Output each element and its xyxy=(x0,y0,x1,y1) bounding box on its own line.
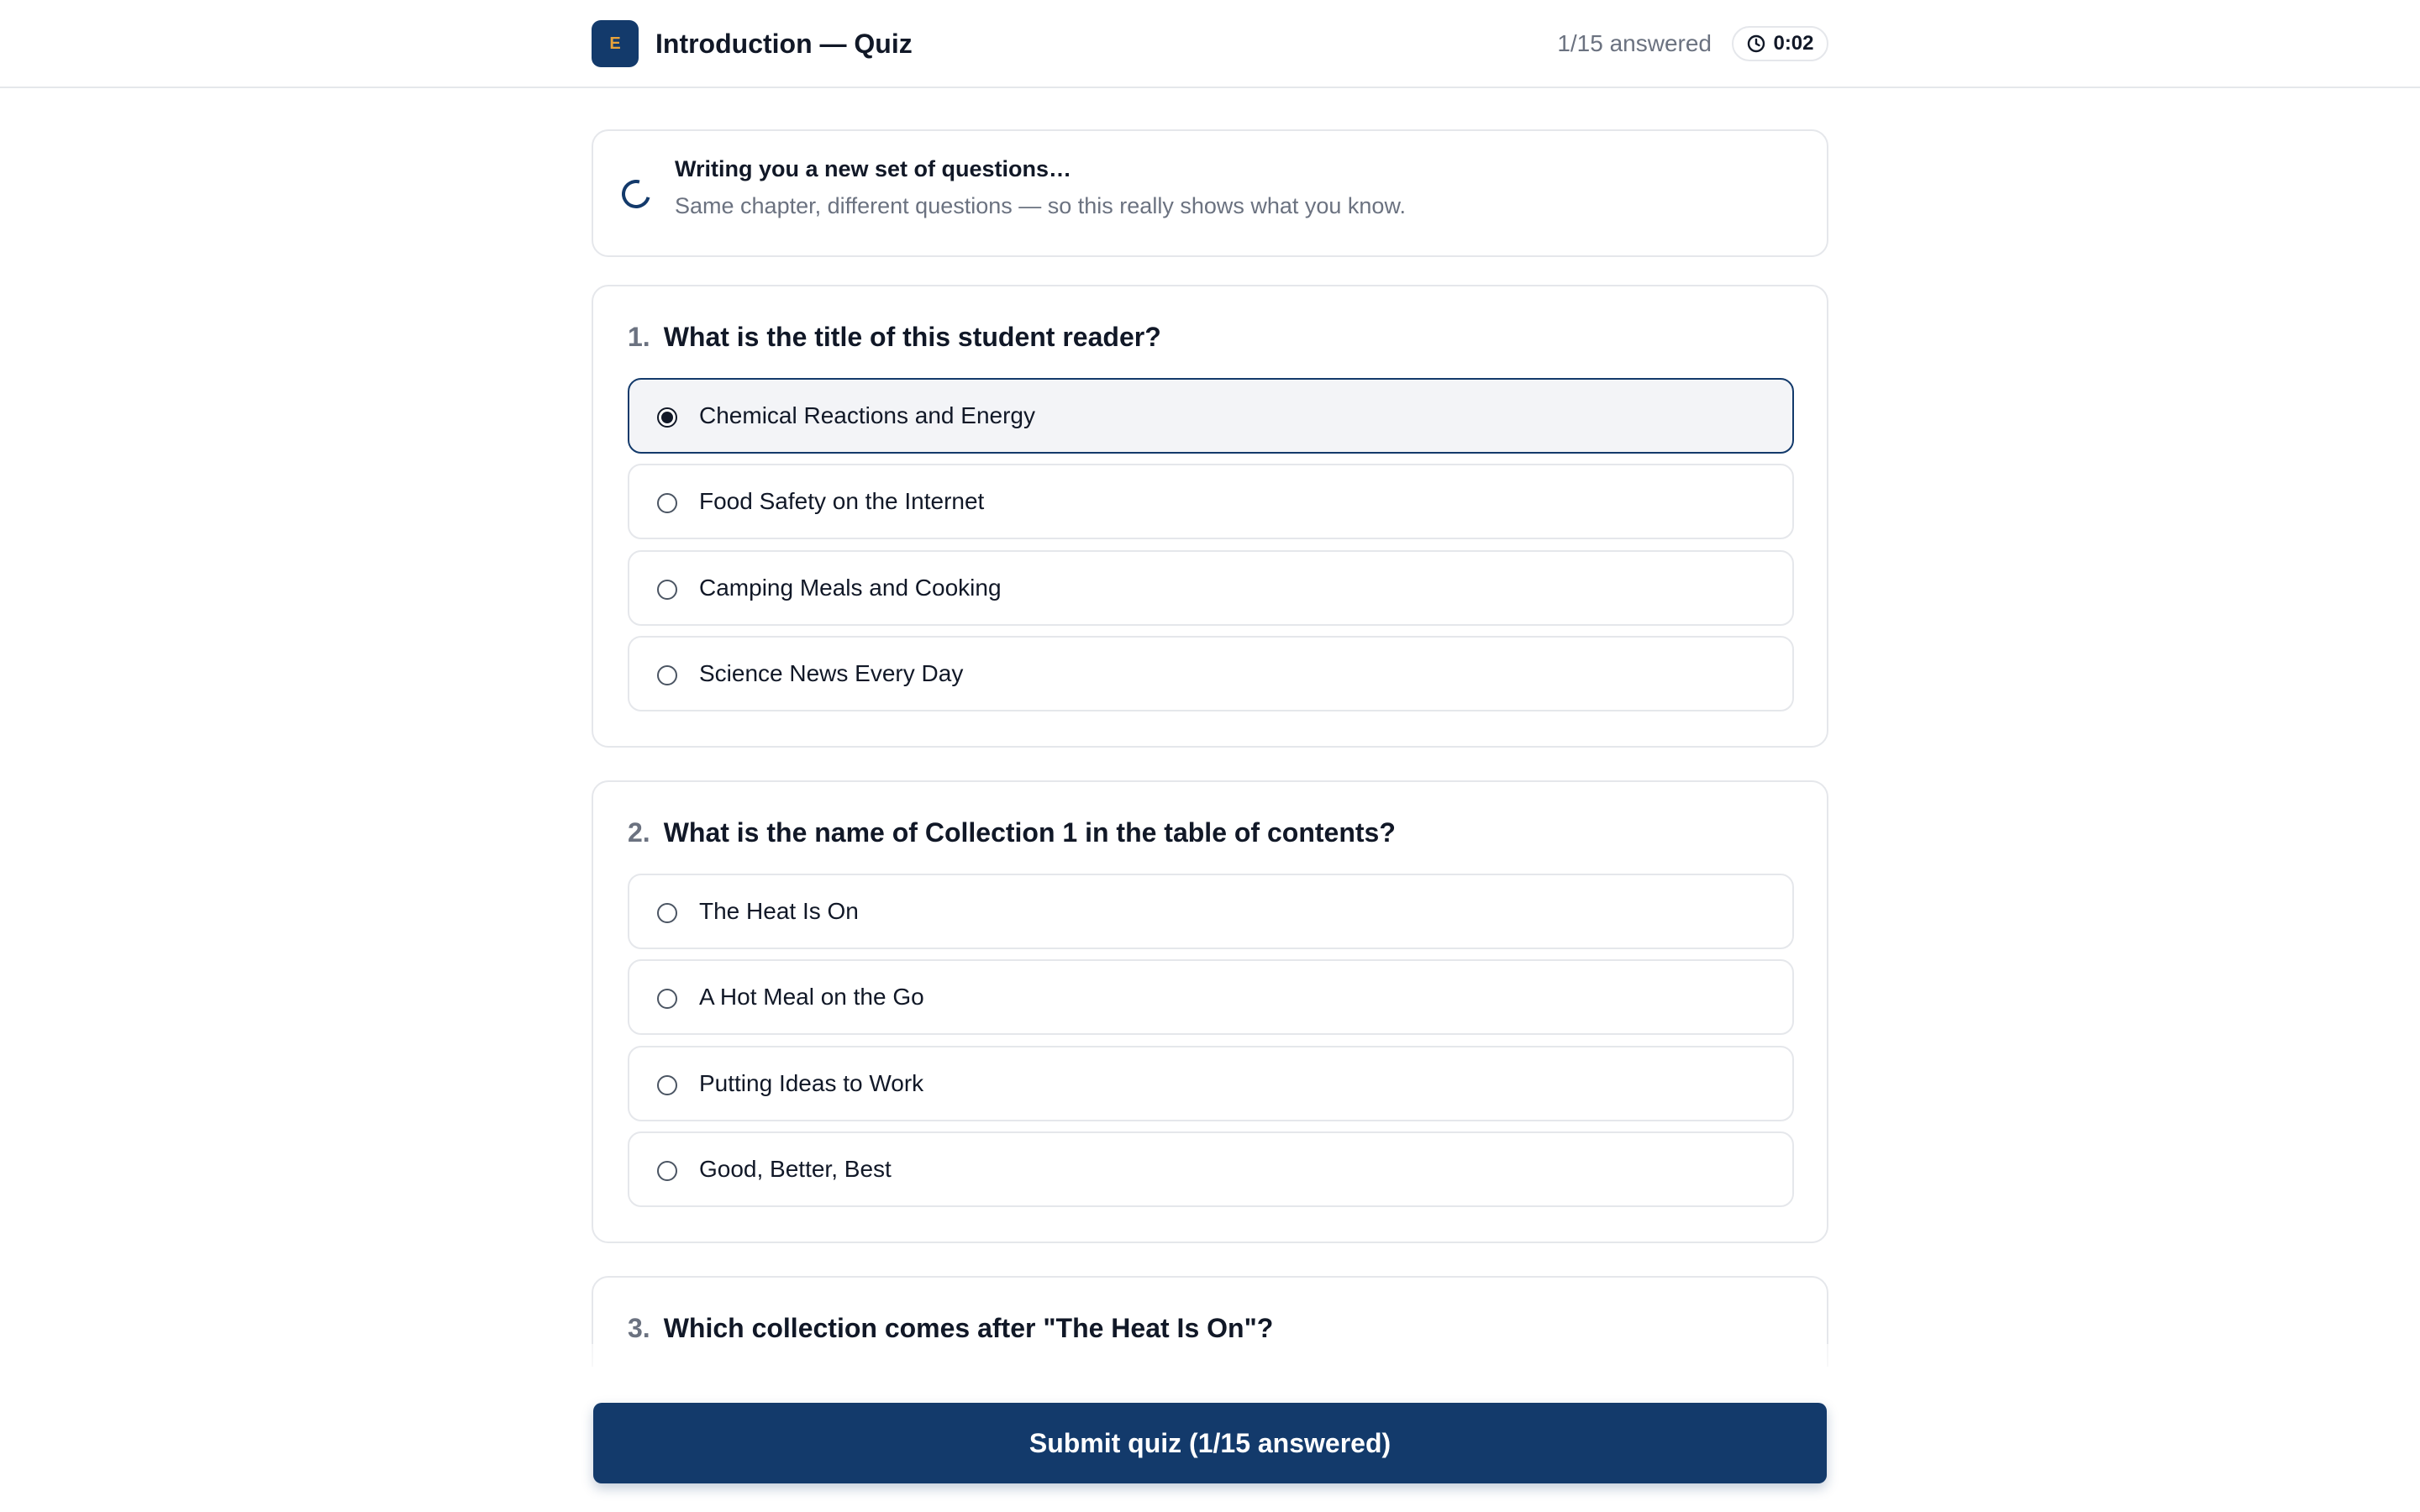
submit-quiz-button[interactable]: Submit quiz (1/15 answered) xyxy=(593,1403,1827,1483)
question-text: What is the name of Collection 1 in the table of contents? xyxy=(663,817,1396,848)
top-bar xyxy=(0,0,2420,88)
answer-option-label: Food Safety on the Internet xyxy=(699,488,985,514)
question-text: Which collection comes after "The Heat Is On"? xyxy=(663,1313,1274,1343)
answer-option-label: A Hot Meal on the Go xyxy=(699,984,924,1010)
answer-option[interactable] xyxy=(628,378,1794,454)
radio-icon[interactable] xyxy=(657,903,677,923)
question-heading xyxy=(628,817,1396,848)
radio-selected-icon[interactable] xyxy=(657,407,677,428)
radio-icon[interactable] xyxy=(657,493,677,513)
generating-notice xyxy=(592,129,1828,257)
page-title: Introduction — Quiz xyxy=(655,29,913,59)
question-card-2 xyxy=(592,780,1828,1243)
answer-option[interactable] xyxy=(628,959,1794,1035)
question-number: 2. xyxy=(628,817,650,848)
radio-icon[interactable] xyxy=(657,989,677,1009)
answer-option-label: Putting Ideas to Work xyxy=(699,1070,924,1096)
timer-value: 0:02 xyxy=(1773,32,1814,55)
answer-option[interactable] xyxy=(628,1046,1794,1121)
question-number: 1. xyxy=(628,322,650,352)
radio-icon[interactable] xyxy=(657,1161,677,1181)
answer-option-label: Science News Every Day xyxy=(699,660,964,686)
app-logo: E xyxy=(592,20,639,67)
question-number: 3. xyxy=(628,1313,650,1343)
loading-spinner-icon xyxy=(617,175,655,213)
answer-option[interactable] xyxy=(628,636,1794,711)
question-card-1 xyxy=(592,285,1828,748)
generating-title: Writing you a new set of questions… xyxy=(675,156,1072,181)
answer-option[interactable] xyxy=(628,1131,1794,1207)
answer-option-label: Good, Better, Best xyxy=(699,1156,892,1182)
radio-icon[interactable] xyxy=(657,1075,677,1095)
radio-icon[interactable] xyxy=(657,665,677,685)
answer-option[interactable] xyxy=(628,464,1794,539)
answer-option-label: Chemical Reactions and Energy xyxy=(699,402,1035,428)
answer-option-label: The Heat Is On xyxy=(699,898,859,924)
question-heading xyxy=(628,322,1161,353)
radio-icon[interactable] xyxy=(657,580,677,600)
answered-count: 1/15 answered xyxy=(1557,30,1712,56)
answer-option[interactable] xyxy=(628,874,1794,949)
generating-subtitle: Same chapter, different questions — so this really shows what you know. xyxy=(675,193,1406,218)
clock-icon xyxy=(1746,34,1766,54)
question-heading xyxy=(628,1313,1273,1344)
quiz-scroll-area[interactable] xyxy=(0,90,2420,1367)
question-text: What is the title of this student reader? xyxy=(663,322,1161,352)
answer-option-label: Camping Meals and Cooking xyxy=(699,575,1002,601)
timer-badge xyxy=(1732,26,1828,61)
answer-option[interactable] xyxy=(628,550,1794,626)
